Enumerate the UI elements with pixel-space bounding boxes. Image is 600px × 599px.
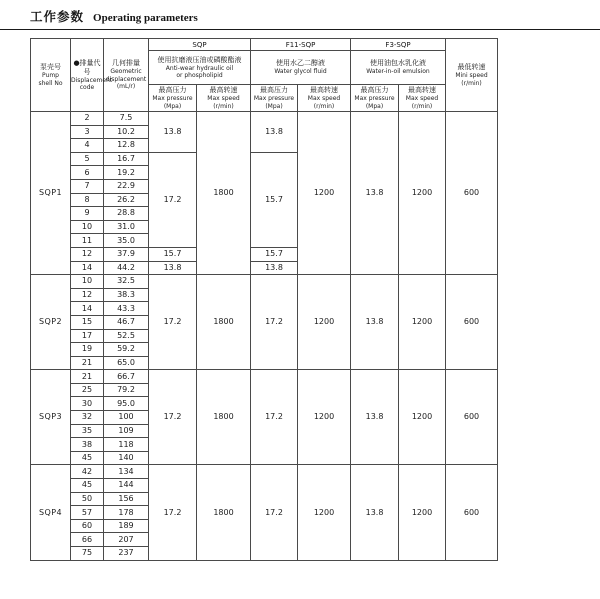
displacement-code-cell: 21 (71, 370, 104, 384)
geometric-displacement-cell: 46.7 (104, 315, 149, 329)
min-speed-cell: 600 (446, 275, 498, 370)
sqp-pressure-cell: 13.8 (149, 112, 197, 153)
header-max-speed-zh: 最高转速 (310, 86, 338, 94)
header-f11-max-speed (298, 85, 351, 112)
header-f3-fluid-en1: Water-in-oil emulsion (366, 68, 430, 76)
f11-pressure-cell: 13.8 (251, 261, 298, 275)
header-max-speed-unit: (r/min) (213, 102, 234, 110)
min-speed-cell: 600 (446, 370, 498, 465)
displacement-code-cell: 5 (71, 152, 104, 166)
geometric-displacement-cell: 12.8 (104, 139, 149, 153)
table-row (31, 112, 498, 126)
header-sqp-max-pressure (149, 85, 197, 112)
geometric-displacement-cell: 237 (104, 547, 149, 561)
title-rule (0, 29, 600, 30)
geometric-displacement-cell: 38.3 (104, 288, 149, 302)
geometric-displacement-cell: 26.2 (104, 193, 149, 207)
f3-speed-cell: 1200 (399, 112, 446, 275)
header-pump-shell (31, 39, 71, 112)
geometric-displacement-cell: 156 (104, 492, 149, 506)
group-header-sqp: SQP (149, 39, 251, 51)
f11-speed-cell: 1200 (298, 465, 351, 560)
f3-pressure-cell: 13.8 (351, 370, 399, 465)
header-sqp-fluid (149, 51, 251, 85)
sqp-pressure-cell: 13.8 (149, 261, 197, 275)
geometric-displacement-cell: 189 (104, 519, 149, 533)
geometric-displacement-cell: 22.9 (104, 179, 149, 193)
header-max-pressure-unit: (Mpa) (265, 102, 283, 110)
page-title-en: Operating parameters (93, 12, 198, 24)
displacement-code-cell: 60 (71, 519, 104, 533)
header-displacement-code (71, 39, 113, 112)
pump-shell-cell: SQP2 (31, 275, 71, 370)
f11-pressure-cell: 17.2 (251, 370, 298, 465)
header-sqp-fluid-zh: 使用抗磨液压油或磷酸酯液 (157, 55, 242, 64)
header-max-pressure-unit: (Mpa) (365, 102, 384, 110)
header-displacement-unit: (mL/r) (116, 83, 136, 91)
geometric-displacement-cell: 31.0 (104, 220, 149, 234)
geometric-displacement-cell: 19.2 (104, 166, 149, 180)
geometric-displacement-cell: 7.5 (104, 112, 149, 126)
f3-pressure-cell: 13.8 (351, 112, 399, 275)
displacement-code-cell: 25 (71, 383, 104, 397)
geometric-displacement-cell: 32.5 (104, 275, 149, 289)
geometric-displacement-cell: 79.2 (104, 383, 149, 397)
sqp-pressure-cell: 17.2 (149, 275, 197, 370)
displacement-code-cell: 45 (71, 451, 104, 465)
header-max-speed-unit: (r/min) (411, 102, 433, 110)
displacement-code-cell: 14 (71, 261, 104, 275)
f3-speed-cell: 1200 (399, 275, 446, 370)
geometric-displacement-cell: 100 (104, 411, 149, 425)
header-pump-shell-en1: Pump (42, 72, 59, 79)
displacement-code-cell: 45 (71, 479, 104, 493)
table-row (31, 275, 498, 289)
displacement-code-cell: 6 (71, 166, 104, 180)
header-sqp-max-speed (197, 85, 251, 112)
geometric-displacement-cell: 66.7 (104, 370, 149, 384)
geometric-displacement-cell: 109 (104, 424, 149, 438)
header-f11-fluid (251, 51, 351, 85)
header-code-zh: ●排量代号 (73, 58, 101, 76)
header-f3-max-speed (399, 85, 446, 112)
f3-speed-cell: 1200 (399, 465, 446, 560)
displacement-code-cell: 9 (71, 207, 104, 221)
header-max-speed-zh: 最高转速 (408, 86, 437, 94)
displacement-code-cell: 32 (71, 411, 104, 425)
geometric-displacement-cell: 59.2 (104, 343, 149, 357)
f11-speed-cell: 1200 (298, 112, 351, 275)
displacement-code-cell: 50 (71, 492, 104, 506)
header-code-en1: Displacement (71, 76, 113, 84)
displacement-code-cell: 10 (71, 220, 104, 234)
geometric-displacement-cell: 44.2 (104, 261, 149, 275)
f11-pressure-cell: 15.7 (251, 152, 298, 247)
displacement-code-cell: 10 (71, 275, 104, 289)
header-geometric-displacement (104, 39, 149, 112)
header-f3-fluid (351, 51, 446, 85)
sqp-pressure-cell: 15.7 (149, 247, 197, 261)
table-header (31, 39, 498, 112)
geometric-displacement-cell: 65.0 (104, 356, 149, 370)
header-displacement-en2: displacement (105, 75, 147, 83)
geometric-displacement-cell: 52.5 (104, 329, 149, 343)
displacement-code-cell: 21 (71, 356, 104, 370)
geometric-displacement-cell: 118 (104, 438, 149, 452)
geometric-displacement-cell: 134 (104, 465, 149, 479)
geometric-displacement-cell: 178 (104, 506, 149, 520)
geometric-displacement-cell: 16.7 (104, 152, 149, 166)
header-f3-fluid-zh: 使用油包水乳化液 (370, 59, 427, 68)
header-f3-max-pressure (351, 85, 399, 112)
pump-shell-cell: SQP4 (31, 465, 71, 560)
group-header-f11-sqp: F11-SQP (251, 39, 351, 51)
header-sqp-fluid-en1: Anti-wear hydraulic oil (165, 64, 234, 72)
displacement-code-cell: 15 (71, 315, 104, 329)
sqp-pressure-cell: 17.2 (149, 465, 197, 560)
f11-pressure-cell: 13.8 (251, 112, 298, 153)
header-f11-fluid-zh: 使用水乙二醇液 (276, 59, 325, 68)
header-code-en2: code (79, 84, 95, 91)
displacement-code-cell: 42 (71, 465, 104, 479)
table-row (31, 465, 498, 479)
geometric-displacement-cell: 43.3 (104, 302, 149, 316)
sqp-pressure-cell: 17.2 (149, 152, 197, 247)
header-pump-shell-zh: 泵壳号 (40, 63, 61, 71)
header-max-speed-en: Max speed (207, 95, 240, 102)
header-pump-shell-en2: shell No (38, 79, 63, 87)
page-title (30, 7, 198, 25)
displacement-code-cell: 3 (71, 125, 104, 139)
header-max-speed-en: Max speed (307, 95, 341, 102)
header-min-speed (446, 39, 498, 112)
min-speed-cell: 600 (446, 465, 498, 560)
header-max-speed-unit: (r/min) (313, 102, 335, 110)
sqp-speed-cell: 1800 (197, 275, 251, 370)
group-header-f3-sqp: F3-SQP (351, 39, 446, 51)
f3-pressure-cell: 13.8 (351, 465, 399, 560)
header-min-speed-en: Mini speed (455, 72, 488, 79)
displacement-code-cell: 7 (71, 179, 104, 193)
header-max-speed-en: Max speed (405, 95, 439, 102)
geometric-displacement-cell: 95.0 (104, 397, 149, 411)
displacement-code-cell: 14 (71, 302, 104, 316)
sqp-speed-cell: 1800 (197, 112, 251, 275)
displacement-code-cell: 75 (71, 547, 104, 561)
header-max-pressure-en: Max pressure (253, 95, 295, 102)
sqp-speed-cell: 1800 (197, 465, 251, 560)
geometric-displacement-cell: 140 (104, 451, 149, 465)
header-max-pressure-zh: 最高压力 (260, 86, 288, 94)
displacement-code-cell: 66 (71, 533, 104, 547)
header-f11-fluid-en1: Water glycol fluid (274, 68, 327, 76)
header-displacement-en1: Geometric (110, 68, 142, 76)
header-row-groups (31, 39, 498, 51)
header-f11-max-pressure (251, 85, 298, 112)
f11-pressure-cell: 15.7 (251, 247, 298, 261)
displacement-code-cell: 57 (71, 506, 104, 520)
geometric-displacement-cell: 37.9 (104, 247, 149, 261)
displacement-code-cell: 12 (71, 288, 104, 302)
displacement-code-cell: 35 (71, 424, 104, 438)
pump-shell-cell: SQP1 (31, 112, 71, 275)
sqp-speed-cell: 1800 (197, 370, 251, 465)
header-max-pressure-en: Max pressure (354, 95, 395, 102)
displacement-code-cell: 4 (71, 139, 104, 153)
displacement-code-cell: 17 (71, 329, 104, 343)
header-max-speed-zh: 最高转速 (209, 86, 238, 94)
f11-speed-cell: 1200 (298, 370, 351, 465)
geometric-displacement-cell: 10.2 (104, 125, 149, 139)
displacement-code-cell: 11 (71, 234, 104, 248)
header-min-speed-zh: 最低转速 (457, 63, 486, 71)
displacement-code-cell: 38 (71, 438, 104, 452)
geometric-displacement-cell: 35.0 (104, 234, 149, 248)
header-max-pressure-zh: 最高压力 (360, 86, 389, 94)
header-max-pressure-zh: 最高压力 (158, 86, 187, 94)
displacement-code-cell: 2 (71, 112, 104, 126)
displacement-code-cell: 8 (71, 193, 104, 207)
f3-pressure-cell: 13.8 (351, 275, 399, 370)
pump-shell-cell: SQP3 (31, 370, 71, 465)
f11-speed-cell: 1200 (298, 275, 351, 370)
sqp-pressure-cell: 17.2 (149, 370, 197, 465)
f11-pressure-cell: 17.2 (251, 275, 298, 370)
min-speed-cell: 600 (446, 112, 498, 275)
geometric-displacement-cell: 144 (104, 479, 149, 493)
header-displacement-zh: 几何排量 (112, 59, 140, 68)
f11-pressure-cell: 17.2 (251, 465, 298, 560)
operating-parameters-table (30, 38, 498, 561)
table-row (31, 370, 498, 384)
header-sqp-fluid-en2: or phospholipid (176, 72, 223, 79)
header-max-pressure-unit: (Mpa) (163, 102, 182, 110)
displacement-code-cell: 30 (71, 397, 104, 411)
f3-speed-cell: 1200 (399, 370, 446, 465)
displacement-code-cell: 19 (71, 343, 104, 357)
page-title-zh: 工作参数 (30, 9, 85, 24)
displacement-code-cell: 12 (71, 247, 104, 261)
table-body (31, 112, 498, 561)
geometric-displacement-cell: 28.8 (104, 207, 149, 221)
geometric-displacement-cell: 207 (104, 533, 149, 547)
header-min-speed-unit: (r/min) (461, 79, 482, 87)
header-max-pressure-en: Max pressure (152, 95, 193, 102)
